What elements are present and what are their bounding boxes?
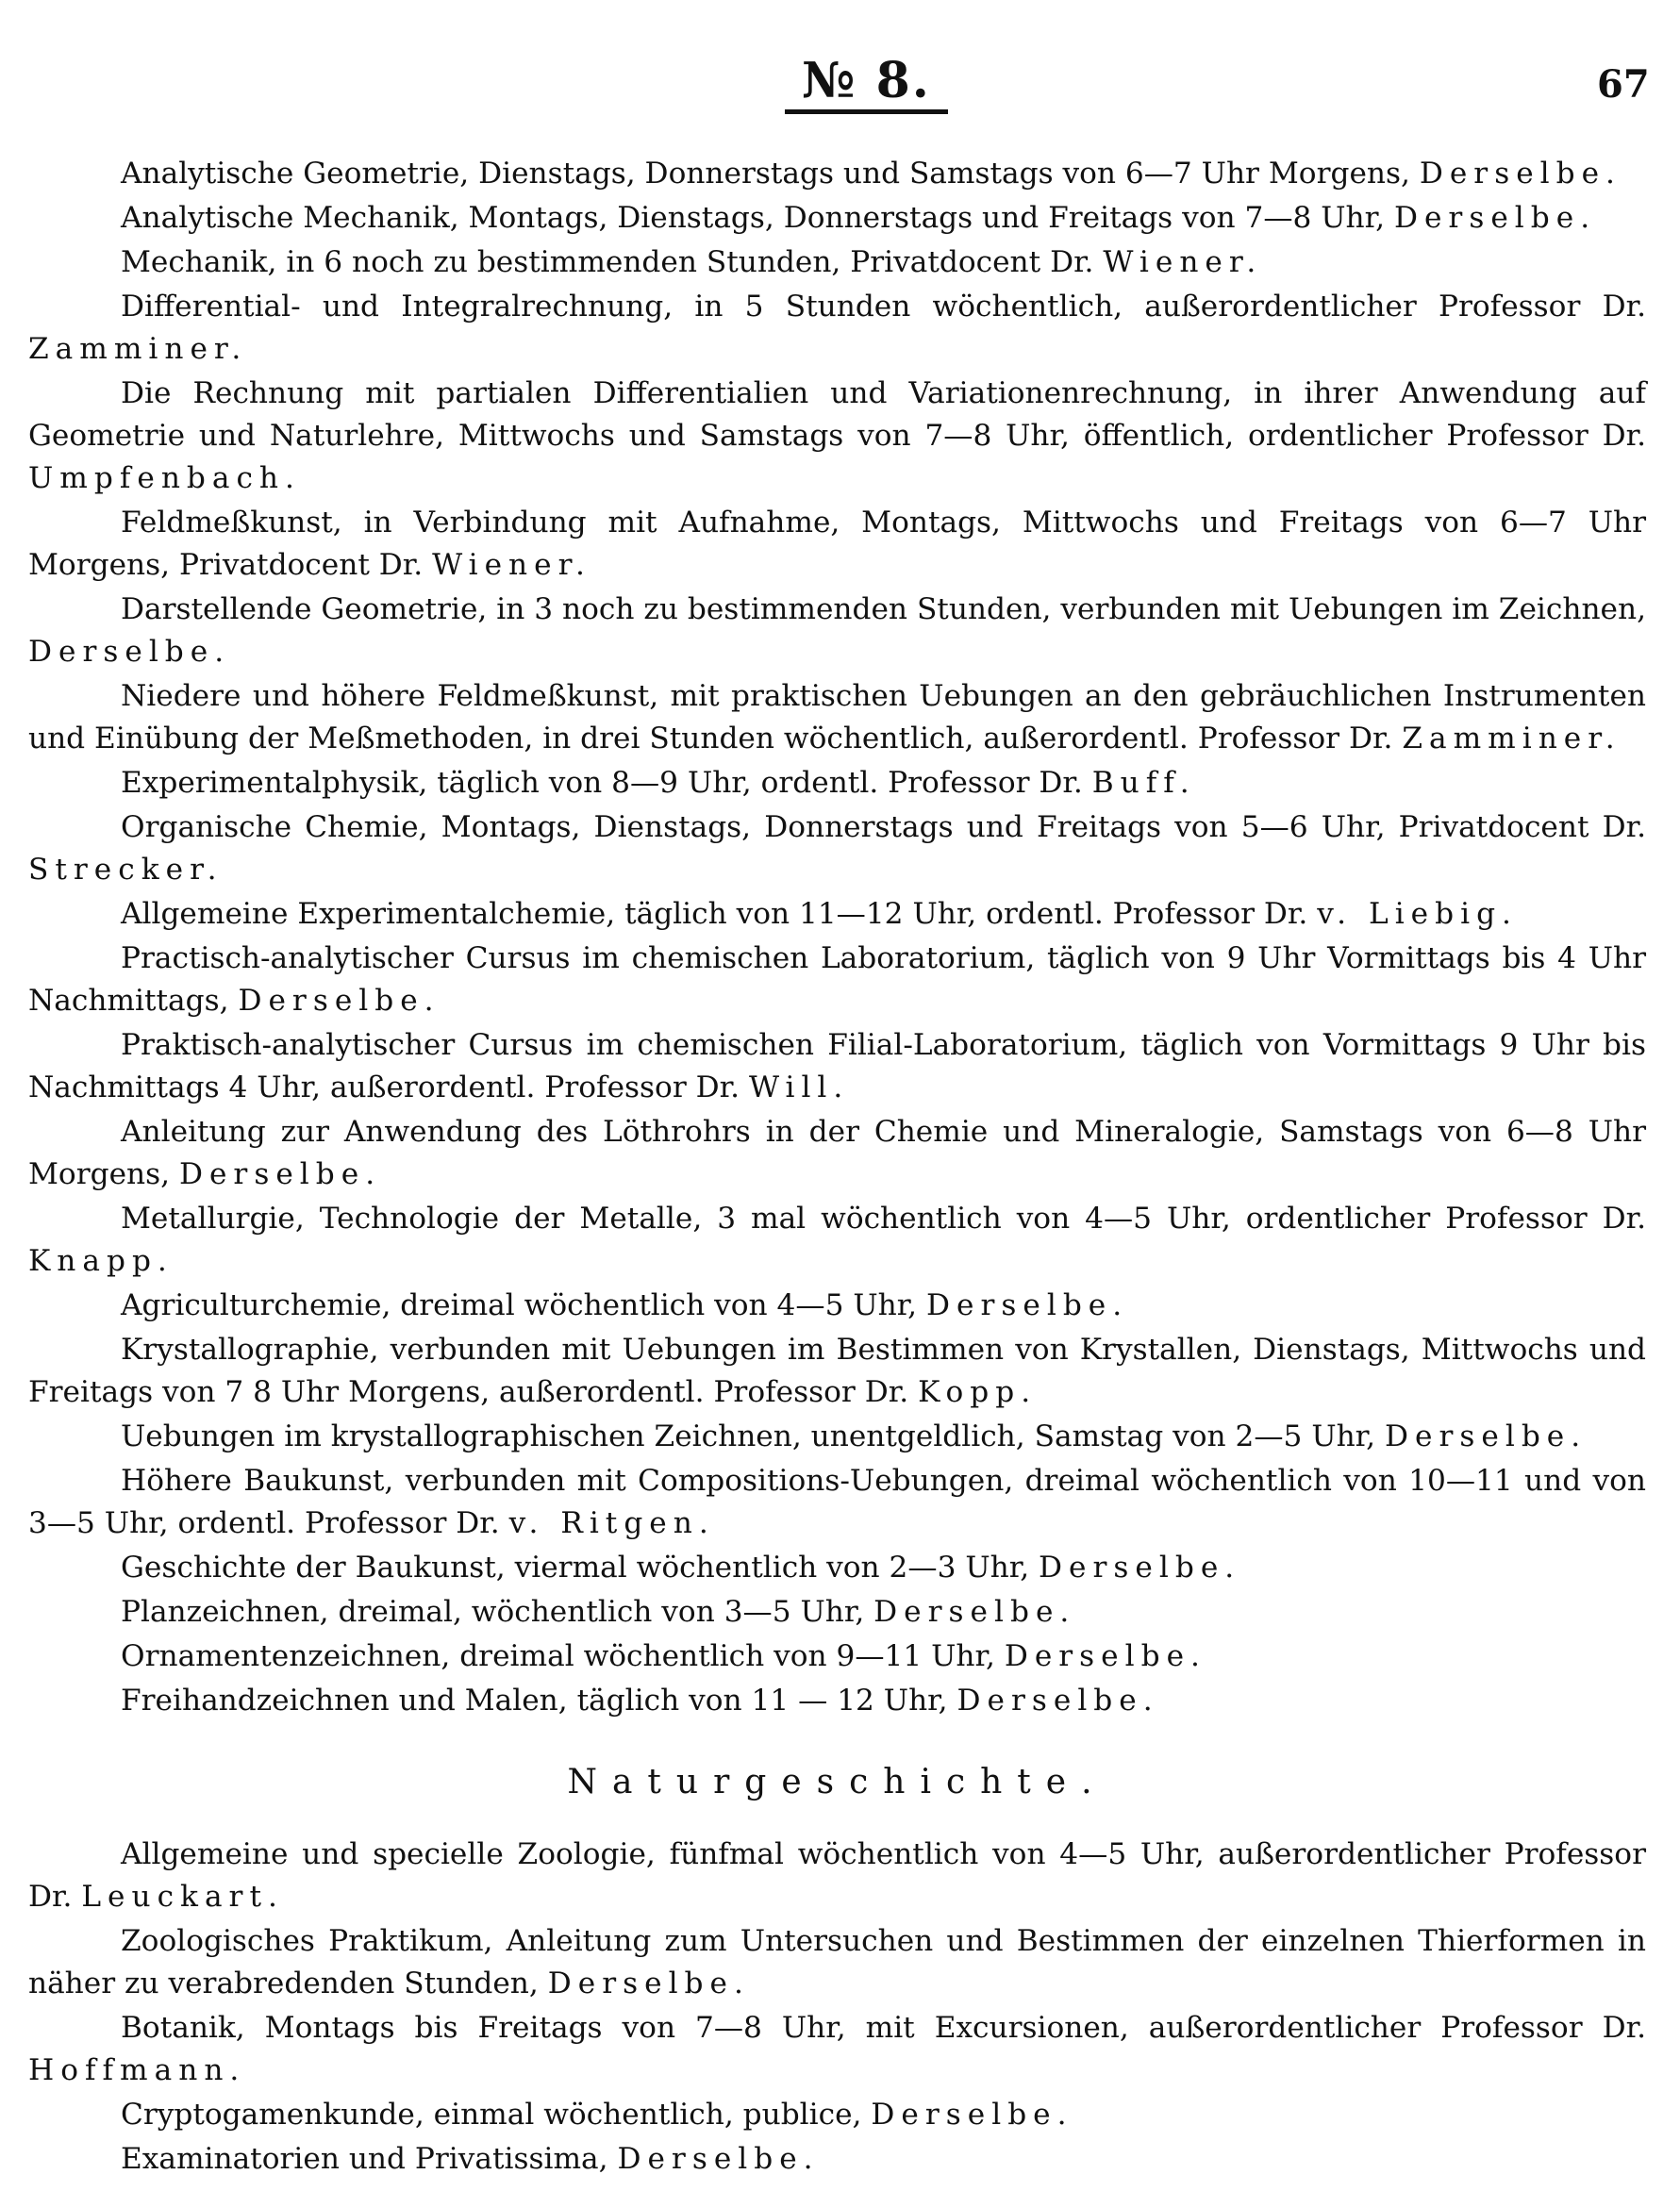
course-entry	[28, 502, 1646, 587]
course-entry	[28, 197, 1646, 240]
course-entry	[28, 1460, 1646, 1545]
lecturer-name: Strecker.	[28, 853, 224, 887]
course-description: Analytische Mechanik, Montags, Dienstags, Donnerstags und Freitags von 7—8 Uhr,	[121, 201, 1386, 235]
lecturer-name: Derselbe.	[1385, 1419, 1588, 1453]
course-entry	[28, 286, 1646, 371]
course-description: Darstellende Geometrie, in 3 noch zu bestimmenden Stunden, verbunden mit Uebungen im Zeichnen,	[121, 592, 1646, 626]
course-description: Organische Chemie, Montags, Dienstags, Donnerstags und Freitags von 5—6 Uhr, Privatdocent Dr.	[121, 810, 1646, 844]
course-entry	[28, 1920, 1646, 2005]
lecturer-name: Kopp.	[918, 1375, 1038, 1409]
course-entry	[28, 1547, 1646, 1589]
lecturer-name: Umpfenbach.	[28, 461, 301, 495]
lecturer-name: Derselbe.	[617, 2142, 820, 2176]
course-entry	[28, 373, 1646, 500]
course-description: Botanik, Montags bis Freitags von 7—8 Uhr, mit Excursionen, außerordentlicher Professor Dr.	[121, 2011, 1646, 2045]
course-description: Cryptogamenkunde, einmal wöchentlich, publice,	[121, 2098, 862, 2132]
lecturer-name: Derselbe.	[956, 1684, 1159, 1718]
course-entry	[28, 806, 1646, 891]
lecturer-name: v. Ritgen.	[508, 1506, 715, 1540]
course-description: Planzeichnen, dreimal, wöchentlich von 3—5 Uhr,	[121, 1595, 865, 1629]
course-description: Practisch-analytischer Cursus im chemischen Laboratorium, täglich von 9 Uhr Vormittags bis 4 Uhr Nachmittags,	[28, 941, 1646, 1018]
lecturer-name: Derselbe.	[238, 984, 441, 1018]
course-entry	[28, 762, 1646, 805]
lecturer-name: Derselbe.	[28, 635, 231, 669]
lecturer-name: v. Liebig.	[1317, 897, 1518, 931]
issue-number: № 8.	[785, 55, 948, 114]
lecturer-name: Derselbe.	[547, 1967, 750, 2000]
course-entry	[28, 675, 1646, 760]
course-entry	[28, 2094, 1646, 2136]
course-entry	[28, 1285, 1646, 1327]
page-header	[0, 47, 1680, 113]
course-list-mathematics	[28, 153, 1646, 1722]
lecturer-name: Zamminer.	[28, 332, 248, 366]
course-entry	[28, 589, 1646, 673]
lecturer-name: Knapp.	[28, 1244, 174, 1278]
course-description: Feldmeßkunst, in Verbindung mit Aufnahme, Montags, Mittwochs und Freitags von 6—7 Uhr Morgens, Privatdocent Dr.	[28, 506, 1646, 582]
course-entry	[28, 1111, 1646, 1196]
lecturer-name: Derselbe.	[1039, 1551, 1241, 1585]
lecturer-name: Derselbe.	[178, 1157, 382, 1191]
course-description: Niedere und höhere Feldmeßkunst, mit praktischen Uebungen an den gebräuchlichen Instrumenten und Einübung der Meßmethoden, in drei Stunden wöchentlich, außerordentl. Professor Dr.	[28, 679, 1646, 755]
course-list-natural-history	[28, 1834, 1646, 2181]
course-entry	[28, 1591, 1646, 1634]
course-description: Höhere Baukunst, verbunden mit Compositions-Uebungen, dreimal wöchentlich von 10—11 und von 3—5 Uhr, ordentl. Professor Dr.	[28, 1464, 1646, 1540]
course-entry	[28, 1635, 1646, 1678]
course-description: Ornamentenzeichnen, dreimal wöchentlich von 9—11 Uhr,	[121, 1639, 995, 1673]
lecturer-name: Wiener.	[432, 548, 591, 582]
course-entry	[28, 938, 1646, 1022]
course-entry	[28, 241, 1646, 284]
course-description: Die Rechnung mit partialen Differentialien und Variationenrechnung, in ihrer Anwendung auf Geometrie und Naturlehre, Mittwochs und Samstags von 7—8 Uhr, öffentlich, ordentlicher Professor Dr.	[28, 376, 1646, 453]
lecturer-name: Derselbe.	[1393, 201, 1597, 235]
lecturer-name: Wiener.	[1103, 245, 1263, 279]
lecturer-name: Zamminer.	[1402, 722, 1622, 755]
lecturer-name: Will.	[748, 1071, 850, 1104]
page-number: 67	[1597, 62, 1650, 107]
course-entry	[28, 1329, 1646, 1414]
lecturer-name: Leuckart.	[81, 1880, 284, 1914]
course-entry	[28, 1416, 1646, 1458]
course-description: Geschichte der Baukunst, viermal wöchentlich von 2—3 Uhr,	[121, 1551, 1030, 1585]
page-body	[28, 153, 1646, 2183]
course-description: Praktisch-analytischer Cursus im chemischen Filial-Laboratorium, täglich von Vormittags 9 Uhr bis Nachmittags 4 Uhr, außerordentl. Professor Dr.	[28, 1028, 1646, 1104]
course-description: Experimentalphysik, täglich von 8—9 Uhr, ordentl. Professor Dr.	[121, 766, 1083, 800]
course-entry	[28, 1680, 1646, 1722]
section-heading: Naturgeschichte.	[567, 1763, 1107, 1801]
course-entry	[28, 2007, 1646, 2092]
lecturer-name: Derselbe.	[873, 1595, 1076, 1629]
course-description: Analytische Geometrie, Dienstags, Donnerstags und Samstags von 6—7 Uhr Morgens,	[121, 157, 1410, 191]
lecturer-name: Derselbe.	[871, 2098, 1073, 2132]
course-entry	[28, 153, 1646, 195]
course-description: Anleitung zur Anwendung des Löthrohrs in der Chemie und Mineralogie, Samstags von 6—8 Uhr Morgens,	[28, 1115, 1646, 1191]
course-description: Allgemeine Experimentalchemie, täglich von 11—12 Uhr, ordentl. Professor Dr.	[121, 897, 1308, 931]
course-entry	[28, 2138, 1646, 2181]
lecturer-name: Derselbe.	[1419, 157, 1622, 191]
course-description: Zoologisches Praktikum, Anleitung zum Untersuchen und Bestimmen der einzelnen Thierformen in näher zu verabredenden Stunden,	[28, 1924, 1646, 2000]
course-entry	[28, 1834, 1646, 1918]
course-description: Agriculturchemie, dreimal wöchentlich von 4—5 Uhr,	[121, 1288, 918, 1322]
course-description: Uebungen im krystallographischen Zeichnen, unentgeldlich, Samstag von 2—5 Uhr,	[121, 1419, 1376, 1453]
lecturer-name: Derselbe.	[1004, 1639, 1206, 1673]
course-description: Examinatorien und Privatissima,	[121, 2142, 608, 2176]
lecturer-name: Hoffmann.	[28, 2053, 246, 2087]
course-description: Differential- und Integralrechnung, in 5 Stunden wöchentlich, außerordentlicher Professor Dr.	[121, 290, 1646, 324]
lecturer-name: Buff.	[1091, 766, 1196, 800]
course-entry	[28, 1024, 1646, 1109]
course-description: Allgemeine und specielle Zoologie, fünfmal wöchentlich von 4—5 Uhr, außerordentlicher Professor Dr.	[28, 1837, 1646, 1914]
lecturer-name: Derselbe.	[926, 1288, 1129, 1322]
course-description: Metallurgie, Technologie der Metalle, 3 mal wöchentlich von 4—5 Uhr, ordentlicher Professor Dr.	[121, 1202, 1646, 1236]
course-entry	[28, 893, 1646, 936]
course-description: Freihandzeichnen und Malen, täglich von 11 — 12 Uhr,	[121, 1684, 948, 1718]
course-entry	[28, 1198, 1646, 1283]
course-description: Krystallographie, verbunden mit Uebungen im Bestimmen von Krystallen, Dienstags, Mittwochs und Freitags von 7 8 Uhr Morgens, außerordentl. Professor Dr.	[28, 1333, 1646, 1409]
course-description: Mechanik, in 6 noch zu bestimmenden Stunden, Privatdocent Dr.	[121, 245, 1094, 279]
